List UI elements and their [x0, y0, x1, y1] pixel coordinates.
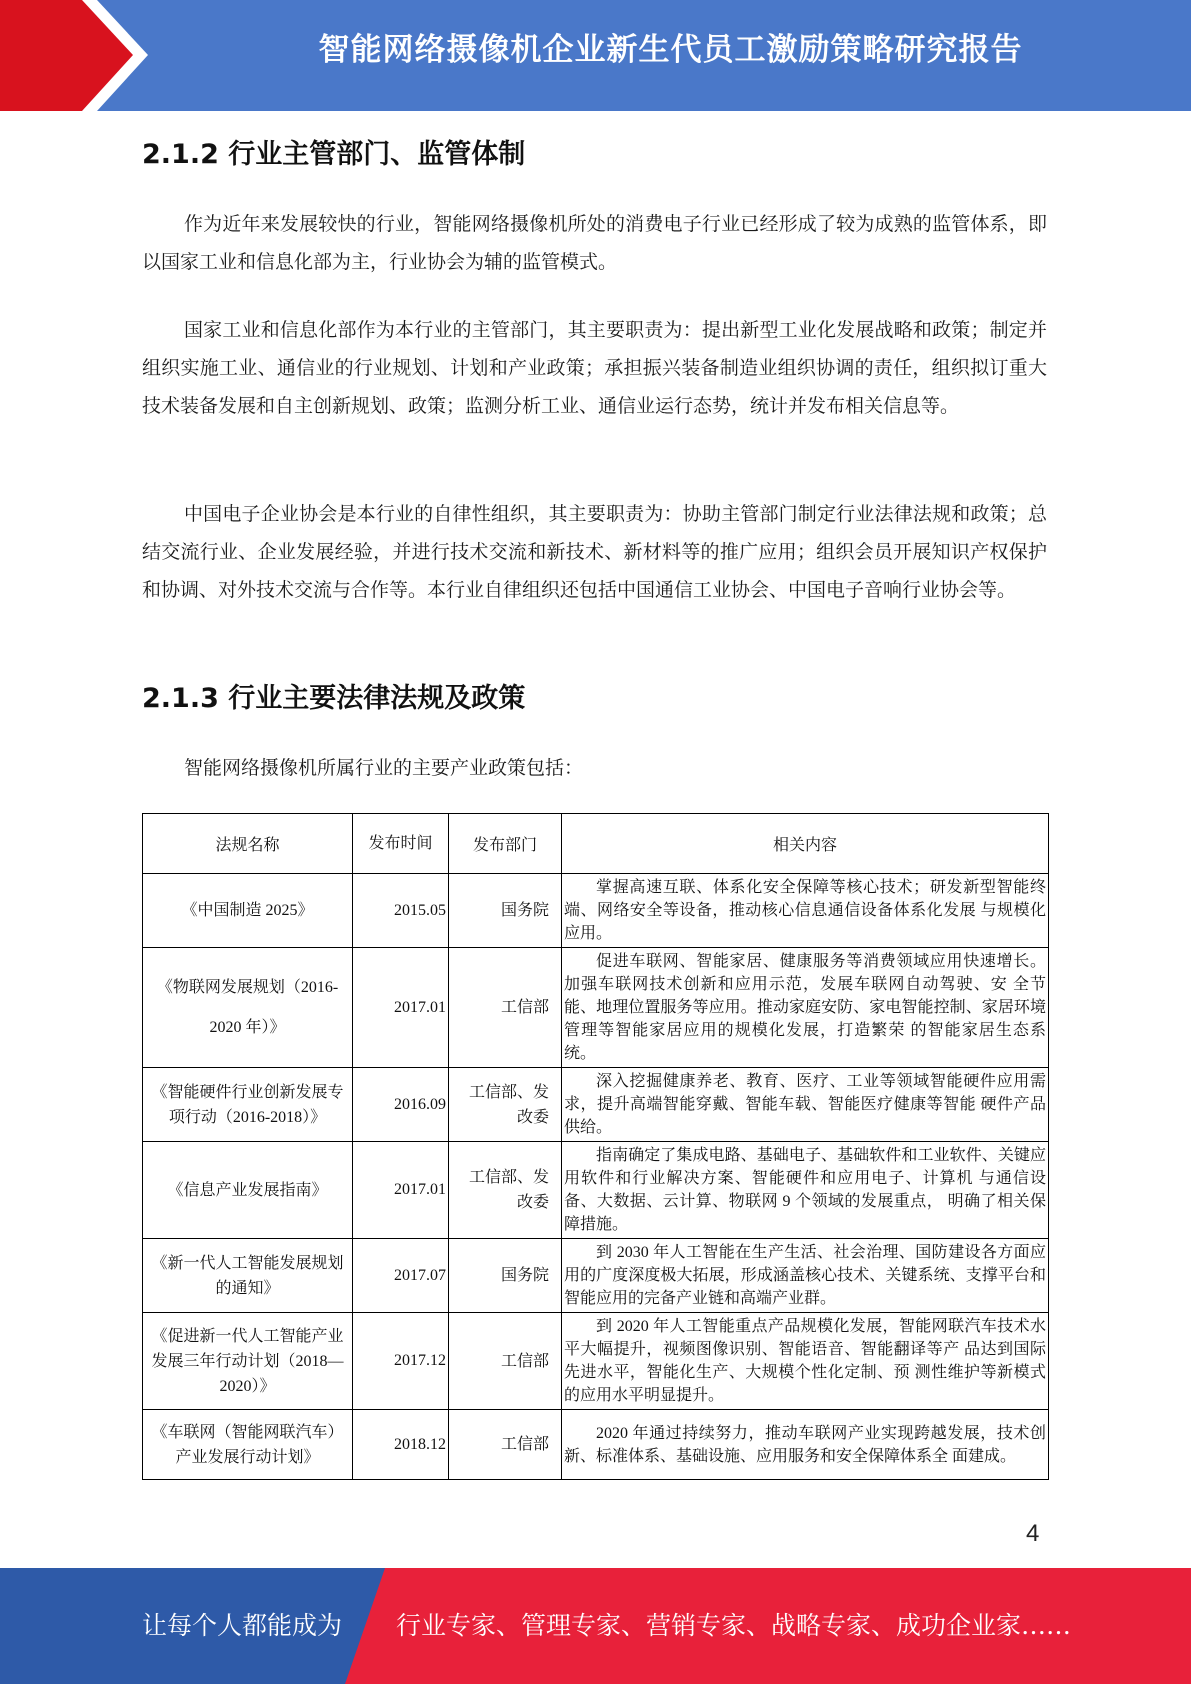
cell-dept: 工信部、发 改委 — [449, 1068, 562, 1142]
table-row — [143, 1239, 1049, 1313]
section-heading-2-1-3: 2.1.3 行业主要法律法规及政策 — [142, 683, 526, 714]
cell-date: 2016.09 — [353, 1068, 449, 1142]
header-banner — [0, 0, 1191, 111]
table-row — [143, 1313, 1049, 1410]
table-row — [143, 1410, 1049, 1480]
policy-table — [142, 813, 1049, 1480]
cell-name: 《信息产业发展指南》 — [143, 1142, 353, 1239]
cell-name: 《物联网发展规划（2016-2020 年）》 — [143, 948, 353, 1068]
table-row — [143, 1068, 1049, 1142]
cell-date: 2018.12 — [353, 1410, 449, 1480]
cell-date: 2015.05 — [353, 874, 449, 948]
cell-date: 2017.07 — [353, 1239, 449, 1313]
cell-date: 2017.01 — [353, 1142, 449, 1239]
paragraph-3: 中国电子企业协会是本行业的自律性组织，其主要职责为：协助主管部门制定行业法律法规和政策；总结交流行业、企业发展经验，并进行技术交流和新技术、新材料等的推广应用；组织会员开展知识产权保护和协调、对外技术交流与合作等。本行业自律组织还包括中国通信工业协会、中国电子音响行业协会等。 — [142, 503, 1047, 601]
cell-name: 《促进新一代人工智能产业发展三年行动计划（2018—2020）》 — [143, 1313, 353, 1410]
cell-name: 《车联网（智能网联汽车）产业发展行动计划》 — [143, 1410, 353, 1480]
cell-dept: 国务院 — [449, 874, 562, 948]
cell-dept: 工信部 — [449, 1410, 562, 1480]
cell-content: 促进车联网、智能家居、健康服务等消费领域应用快速增长。 加强车联网技术创新和应用示范，发展车联网自动驾驶、安 全节能、地理位置服务等应用。推动家庭安防、家电智能控制、家居环境管理等智能家居应用的规模化发展，打造繁荣 的智能家居生态系统。 — [562, 948, 1049, 1068]
table-row — [143, 1142, 1049, 1239]
paragraph-1: 作为近年来发展较快的行业，智能网络摄像机所处的消费电子行业已经形成了较为成熟的监管体系，即以国家工业和信息化部为主，行业协会为辅的监管模式。 — [142, 213, 1047, 273]
header-date: 发布时间 — [353, 814, 449, 874]
cell-date: 2017.01 — [353, 948, 449, 1068]
section-heading-2-1-2: 2.1.2 行业主管部门、监管体制 — [142, 139, 526, 170]
cell-content: 指南确定了集成电路、基础电子、基础软件和工业软件、关键应用软件和行业解决方案、智能硬件和应用电子、计算机 与通信设备、大数据、云计算、物联网 9 个领域的发展重点， 明确了相关保障措施。 — [562, 1142, 1049, 1239]
cell-content: 深入挖掘健康养老、教育、医疗、工业等领域智能硬件应用需求，提升高端智能穿戴、智能车载、智能医疗健康等智能 硬件产品供给。 — [562, 1068, 1049, 1142]
header-content: 相关内容 — [562, 814, 1049, 874]
footer-banner — [0, 1568, 1191, 1684]
table-row — [143, 948, 1049, 1068]
cell-name: 《智能硬件行业创新发展专项行动（2016-2018）》 — [143, 1068, 353, 1142]
cell-dept: 工信部、发 改委 — [449, 1142, 562, 1239]
cell-content: 到 2030 年人工智能在生产生活、社会治理、国防建设各方面应用的广度深度极大拓展，形成涵盖核心技术、关键系统、支撑平台和智能应用的完备产业链和高端产业群。 — [562, 1239, 1049, 1313]
cell-dept: 国务院 — [449, 1239, 562, 1313]
cell-content: 2020 年通过持续努力，推动车联网产业实现跨越发展，技术创新、标准体系、基础设施、应用服务和安全保障体系全 面建成。 — [562, 1410, 1049, 1480]
cell-dept: 工信部 — [449, 948, 562, 1068]
page-number: 4 — [1026, 1520, 1040, 1547]
table-row — [143, 874, 1049, 948]
cell-name: 《新一代人工智能发展规划的通知》 — [143, 1239, 353, 1313]
header-dept: 发布部门 — [449, 814, 562, 874]
footer-slogan-right: 行业专家、管理专家、营销专家、战略专家、成功企业家…… — [396, 1611, 1072, 1640]
paragraph-2: 国家工业和信息化部作为本行业的主管部门，其主要职责为：提出新型工业化发展战略和政策；制定并组织实施工业、通信业的行业规划、计划和产业政策；承担振兴装备制造业组织协调的责任，组织拟订重大技术装备发展和自主创新规划、政策；监测分析工业、通信业运行态势，统计并发布相关信息等。 — [142, 319, 1047, 417]
report-title: 智能网络摄像机企业新生代员工激励策略研究报告 — [318, 32, 1023, 68]
cell-content: 到 2020 年人工智能重点产品规模化发展，智能网联汽车技术水平大幅提升，视频图像识别、智能语音、智能翻译等产 品达到国际先进水平，智能化生产、大规模个性化定制、预 测性维护等新模式的应用水平明显提升。 — [562, 1313, 1049, 1410]
footer-slogan-left: 让每个人都能成为 — [142, 1611, 343, 1640]
table-intro: 智能网络摄像机所属行业的主要产业政策包括： — [184, 757, 584, 779]
cell-content: 掌握高速互联、体系化安全保障等核心技术；研发新型智能终端、网络安全等设备，推动核心信息通信设备体系化发展 与规模化应用。 — [562, 874, 1049, 948]
cell-dept: 工信部 — [449, 1313, 562, 1410]
cell-date: 2017.12 — [353, 1313, 449, 1410]
cell-name: 《中国制造 2025》 — [143, 874, 353, 948]
header-name: 法规名称 — [143, 814, 353, 874]
table-header-row — [143, 814, 1049, 874]
